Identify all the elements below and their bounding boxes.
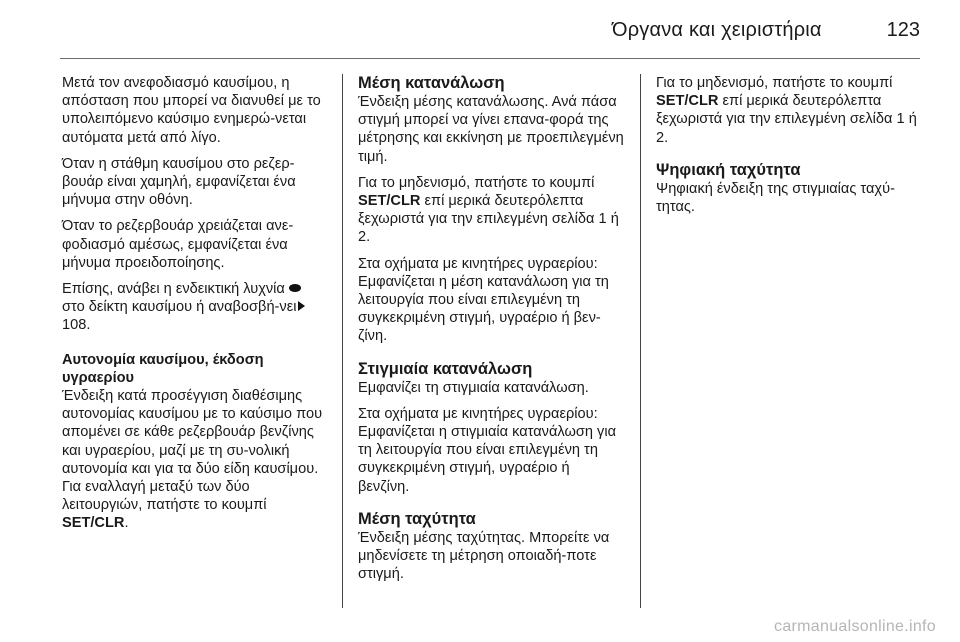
fuel-low-text: Όταν η στάθμη καυσίμου στο ρεζερ-βουάρ είναι χαμηλή, εμφανίζεται ένα μήνυμα στην οθόνη. [62,155,296,209]
average-speed-reset-text [656,74,922,147]
set-clr-button-label: SET/CLR [358,193,421,210]
average-consumption-text: Ένδειξη μέσης κατανάλωσης. Ανά πάσα στιγμή μπορεί να γίνει επανα-φορά της μέτρησης και εκκίνηση με προεπιλεγμένη τιμή. [358,94,624,165]
column-3 [656,74,922,224]
fuel-indicator-text [62,280,328,335]
average-speed-text: Ένδειξη μέσης ταχύτητας. Μπορείτε να μηδενίσετε τη μέτρηση οποιαδή-ποτε στιγμή. [358,529,610,583]
column-1 [62,74,328,541]
digital-speed-heading: Ψηφιακή ταχύτητα [656,160,801,179]
average-consumption-heading: Μέση κατανάλωση [358,74,505,92]
column-2 [358,74,624,591]
average-consumption-reset-start: Για το μηδενισμό, πατήστε το κουμπί [358,174,595,191]
average-speed-reset-end: επί μερικά δευτερόλεπτα ξεχωριστά για την επιλεγμένη σελίδα 1 ή 2. [656,93,917,146]
column-divider-2 [640,74,641,608]
set-clr-button-label: SET/CLR [656,93,719,110]
fuel-warning-lamp-icon [289,284,301,292]
average-speed-reset-start: Για το μηδενισμό, πατήστε το κουμπί [656,75,893,91]
page-reference-arrow-icon [298,301,305,311]
page-number: 123 [886,19,920,41]
lpg-range-text-body: Ένδειξη κατά προσέγγιση διαθέσιμης αυτονομίας καυσίμου με το καύσιμο που απομένει σε κάθε ρεζερβουάρ βενζίνης και υγραερίου, μαζί με τη συ-νολική αυτονομία και για τα δύο είδη καυσίμου. Για εναλλαγή μεταξύ των δύο λειτουργιών, πατήστε το κουμπί [62,388,323,514]
instant-consumption-lpg-text: Στα οχήματα με κινητήρες υγραερίου: Εμφανίζεται η στιγμιαία κατανάλωση για τη λειτουργία που είναι επιλεγμένη τη συγκεκριμένη στιγμή, υγραέριο ή βενζίνη. [358,405,617,495]
set-clr-button-label: SET/CLR [62,515,125,532]
instant-consumption-heading: Στιγμιαία κατανάλωση [358,359,533,378]
fuel-indicator-text-end: στο δείκτη καυσίμου ή αναβοσβή-νει [62,299,297,316]
page-reference[interactable]: 108. [62,317,91,334]
fuel-indicator-text-start: Επίσης, ανάβει η ενδεικτική λυχνία [62,281,285,298]
fuel-warning-text: Όταν το ρεζερβουάρ χρειάζεται ανε-φοδιασμό αμέσως, εμφανίζεται ένα μήνυμα προειδοποίησης. [62,218,294,271]
instant-consumption-text: Εμφανίζει τη στιγμιαία κατανάλωση. [358,379,589,396]
average-consumption-reset-end: επί μερικά δευτερόλεπτα ξεχωριστά για την επιλεγμένη σελίδα 1 ή 2. [358,193,619,246]
page-header-title: Όργανα και χειριστήρια [612,19,822,41]
average-speed-heading: Μέση ταχύτητα [358,509,476,528]
lpg-range-text [62,387,328,533]
digital-speed-text: Ψηφιακή ένδειξη της στιγμιαίας ταχύ-τητας. [656,180,895,216]
header-divider [60,58,920,59]
average-consumption-reset-text [358,174,624,247]
watermark: carmanualsonline.info [774,618,936,635]
lpg-range-heading: Αυτονομία καυσίμου, έκδοση υγραερίου [62,351,264,386]
fuel-range-refuel-text: Μετά τον ανεφοδιασμό καυσίμου, η απόσταση που μπορεί να διανυθεί με το υπολειπόμενο καύσιμο ενημερώ-νεται αυτόματα μετά από λίγο. [62,75,321,146]
lpg-range-text-end: . [124,515,129,532]
column-divider-1 [342,74,343,608]
average-consumption-lpg-text: Στα οχήματα με κινητήρες υγραερίου: Εμφανίζεται η μέση κατανάλωση για τη λειτουργία που είναι επιλεγμένη τη συγκεκριμένη στιγμή, υγραέριο ή βεν-ζίνη. [358,255,609,345]
